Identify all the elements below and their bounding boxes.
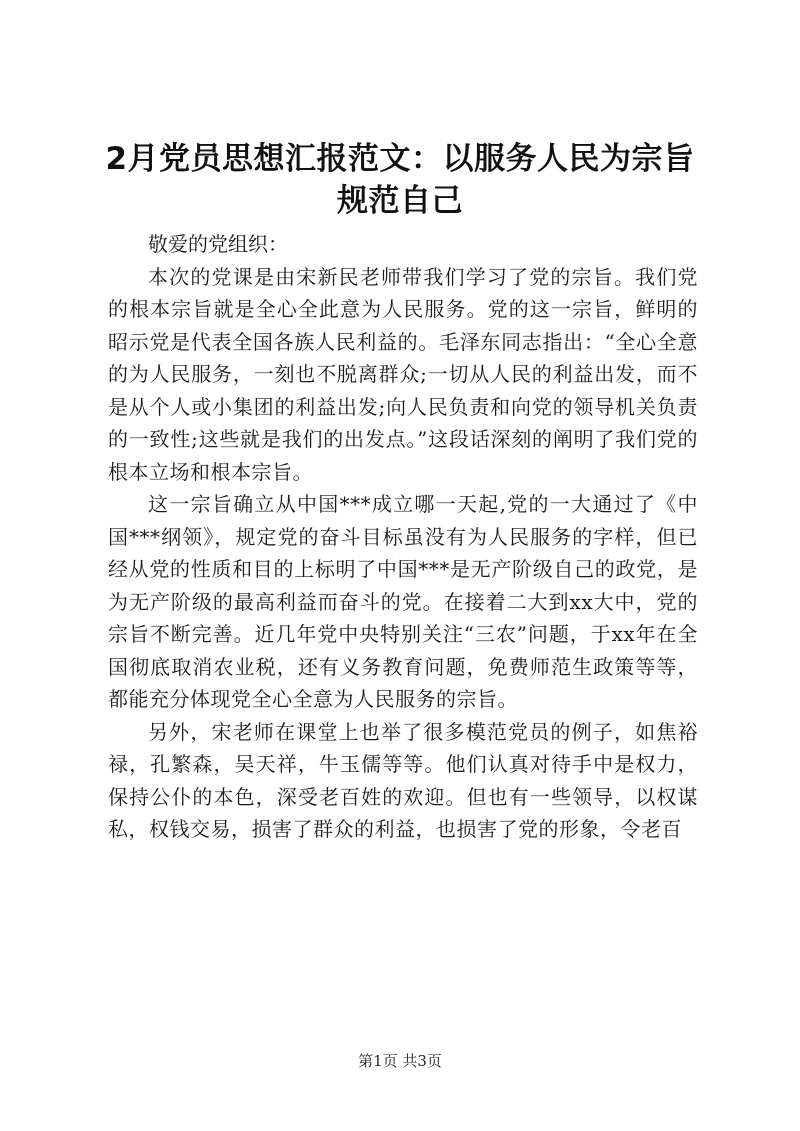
- paragraph-3: 另外，宋老师在课堂上也举了很多模范党员的例子，如焦裕禄，孔繁森，吴天祥，牛玉儒等等。他们认真对待手中是权力，保持公仆的本色，深受老百姓的欢迎。但也有一些领导，以权谋私，权钱交易，损害了群众的利益，也损害了党的形象，令老百: [108, 719, 698, 841]
- document-body: [108, 228, 698, 846]
- page-footer: 第1页 共3页: [358, 1052, 442, 1070]
- document-title: 2月党员思想汇报范文：以服务人民为宗旨规范自己: [105, 141, 695, 219]
- paragraph-1: 本次的党课是由宋新民老师带我们学习了党的宗旨。我们党的根本宗旨就是全心全此意为人民服务。党的这一宗旨，鲜明的昭示党是代表全国各族人民利益的。毛泽东同志指出：“全心全意的为人民服务，一刻也不脱离群众;一切从人民的利益出发，而不是从个人或小集团的利益出发;向人民负责和向党的领导机关负责的一致性;这些就是我们的出发点。”这段话深刻的阐明了我们党的根本立场和根本宗旨。: [108, 264, 698, 484]
- paragraph-2: 这一宗旨确立从中国***成立哪一天起,党的一大通过了《中国***纲领》，规定党的奋斗目标虽没有为人民服务的字样，但已经从党的性质和目的上标明了中国***是无产阶级自己的政党，是为无产阶级的最高利益而奋斗的党。在接着二大到xx大中，党的宗旨不断完善。近几年党中央特别关注“三农”问题，于xx年在全国彻底取消农业税，还有义务教育问题，免费师范生政策等等，都能充分体现党全心全意为人民服务的宗旨。: [108, 492, 698, 711]
- salutation: 敬爱的党组织：: [148, 232, 288, 256]
